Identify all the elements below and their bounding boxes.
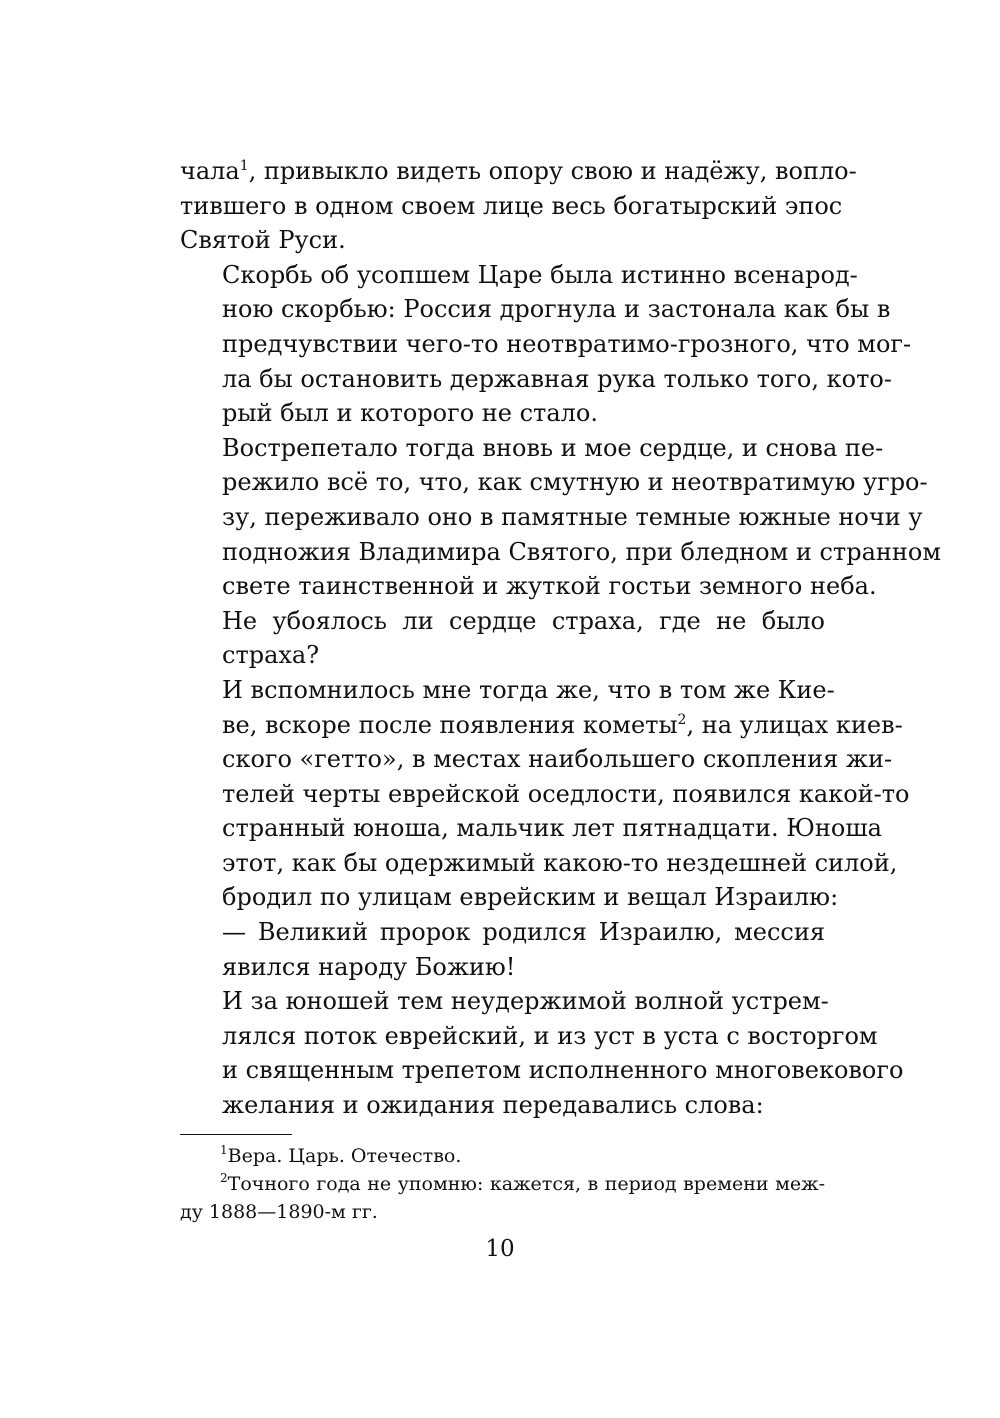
text-line: и священным трепетом исполненного многовекового bbox=[222, 1056, 904, 1085]
text-line: — Великий пророк родился Израилю, мессия bbox=[222, 918, 825, 947]
text-line: И за юношей тем неудержимой волной устрем- bbox=[222, 987, 829, 1016]
text-line: ского «гетто», в местах наибольшего скопления жи- bbox=[222, 745, 893, 774]
text-line: Скорбь об усопшем Царе была истинно всенарод- bbox=[222, 260, 858, 289]
text-line: подножия Владимира Святого, при бледном и странном bbox=[222, 537, 941, 566]
footnote-divider bbox=[180, 1134, 292, 1135]
footnote bbox=[180, 1170, 825, 1226]
footnote-number: 1 bbox=[220, 1143, 228, 1157]
main-text bbox=[180, 154, 941, 1123]
paragraph bbox=[180, 154, 857, 258]
footnotes bbox=[180, 1142, 825, 1226]
footnote-line: ду 1888—1890-м гг. bbox=[180, 1201, 378, 1223]
paragraph bbox=[180, 604, 825, 673]
text-line: рый был и которого не стало. bbox=[222, 399, 598, 428]
text-line: свете таинственной и жуткой гостьи земного неба. bbox=[222, 572, 877, 601]
text-line: тившего в одном своем лице весь богатырский эпос bbox=[180, 191, 843, 220]
text-line: явился народу Божию! bbox=[222, 952, 516, 981]
paragraph bbox=[180, 431, 941, 604]
text-line: режило всё то, что, как смутную и неотвратимую угро- bbox=[222, 468, 928, 497]
text-line: Не убоялось ли сердце страха, где не было bbox=[222, 606, 825, 635]
text-line: ла бы остановить державная рука только того, кото- bbox=[222, 364, 892, 393]
page-number: 10 bbox=[485, 1236, 515, 1262]
footnote bbox=[180, 1142, 825, 1170]
footnote-line: $^2$Точного года не упомню: кажется, в период времени меж- bbox=[220, 1171, 825, 1195]
text-line: лялся поток еврейский, и из уст в уста с восторгом bbox=[222, 1021, 878, 1050]
text-line: желания и ожидания передавались слова: bbox=[222, 1091, 764, 1120]
text-line: чала$^1$, привыкло видеть опору свою и надёжу, вопло- bbox=[180, 157, 857, 185]
footnote-marker: 1 bbox=[239, 158, 249, 174]
footnote-number: 2 bbox=[220, 1171, 228, 1185]
text-line: И вспомнилось мне тогда же, что в том же Кие- bbox=[222, 675, 835, 704]
text-line: предчувствии чего-то неотвратимо-грозного, что мог- bbox=[222, 329, 912, 358]
paragraph bbox=[180, 258, 912, 431]
footnote-marker: 2 bbox=[677, 711, 687, 728]
paragraph bbox=[180, 915, 825, 984]
text-line: этот, как бы одержимый какою-то нездешней силой, bbox=[222, 848, 898, 877]
text-line: зу, переживало оно в памятные темные южные ночи у bbox=[222, 502, 923, 531]
text-line: бродил по улицам еврейским и вещал Израилю: bbox=[222, 883, 839, 912]
paragraph bbox=[180, 984, 904, 1122]
text-line: Вострепетало тогда вновь и мое сердце, и снова пе- bbox=[222, 433, 884, 462]
paragraph bbox=[180, 673, 910, 915]
footnote-line: $^1$Вера. Царь. Отечество. bbox=[220, 1143, 462, 1167]
text-line: ною скорбью: Россия дрогнула и застонала как бы в bbox=[222, 295, 891, 324]
text-line: страха? bbox=[222, 641, 320, 670]
text-line: ве, вскоре после появления кометы$^2$, на улицах киев- bbox=[222, 710, 903, 739]
text-line: странный юноша, мальчик лет пятнадцати. Юноша bbox=[222, 814, 882, 843]
text-line: Святой Руси. bbox=[180, 226, 346, 255]
text-line: телей черты еврейской оседлости, появился какой-то bbox=[222, 779, 910, 808]
